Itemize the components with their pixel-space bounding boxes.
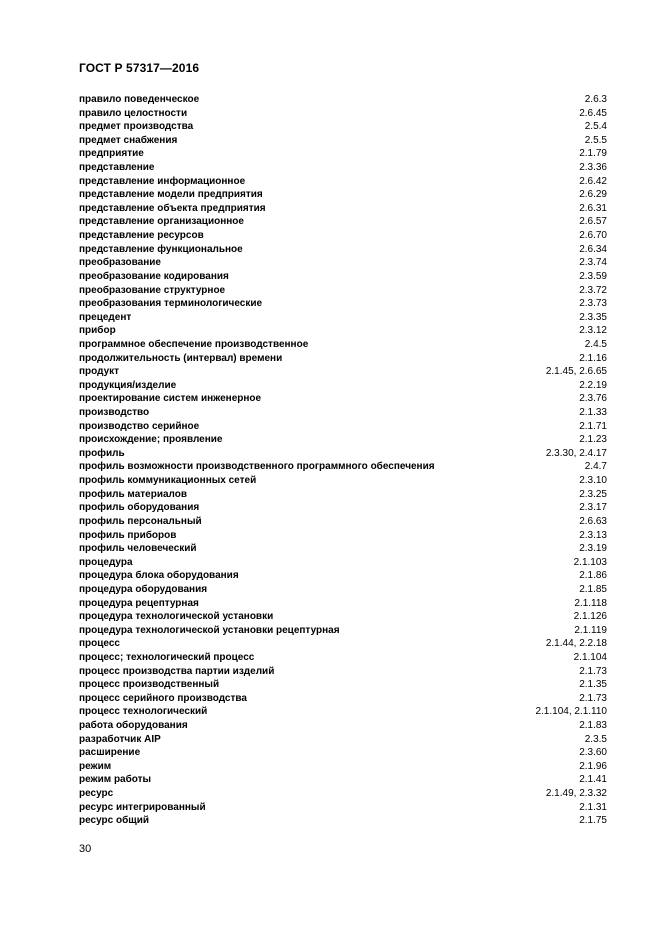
index-entry <box>79 705 607 719</box>
index-term: процесс производственный <box>79 679 220 691</box>
index-term: происхождение; проявление <box>79 434 223 446</box>
index-entry <box>79 311 607 325</box>
index-reference: 2.3.36 <box>579 162 607 174</box>
index-entry <box>79 501 607 515</box>
index-entry <box>79 637 607 651</box>
index-reference: 2.6.29 <box>579 189 607 201</box>
index-entry <box>79 447 607 461</box>
index-entry <box>79 406 607 420</box>
index-reference: 2.1.45, 2.6.65 <box>545 366 607 378</box>
index-term: продолжительность (интервал) времени <box>79 352 283 364</box>
index-term: преобразование структурное <box>79 284 226 296</box>
index-term: процесс <box>79 638 120 650</box>
index-entry <box>79 324 607 338</box>
index-entry <box>79 270 607 284</box>
index-entry <box>79 597 607 611</box>
index-reference: 2.1.71 <box>579 420 607 432</box>
index-entry <box>79 583 607 597</box>
index-reference: 2.2.19 <box>579 379 607 391</box>
index-term: прецедент <box>79 311 132 323</box>
index-term: процедура рецептурная <box>79 597 199 609</box>
index-reference: 2.5.4 <box>584 121 607 133</box>
index-entry <box>79 215 607 229</box>
index-reference: 2.1.104, 2.1.110 <box>535 706 607 718</box>
index-reference: 2.4.7 <box>584 461 607 473</box>
index-term: ресурс интегрированный <box>79 801 206 813</box>
index-term: представление организационное <box>79 216 244 228</box>
index-reference: 2.1.96 <box>579 760 607 772</box>
index-reference: 2.1.118 <box>574 597 607 609</box>
index-term: разработчик AIP <box>79 733 161 745</box>
index-reference: 2.5.5 <box>584 134 607 146</box>
index-reference: 2.1.31 <box>579 801 607 813</box>
index-entry <box>79 719 607 733</box>
index-reference: 2.3.25 <box>579 488 607 500</box>
index-entry <box>79 787 607 801</box>
index-reference: 2.3.59 <box>579 270 607 282</box>
index-entry <box>79 651 607 665</box>
index-term: представление модели предприятия <box>79 189 263 201</box>
index-reference: 2.1.79 <box>579 148 607 160</box>
index-entry <box>79 515 607 529</box>
index-term: профиль <box>79 447 125 459</box>
index-reference: 2.6.42 <box>579 175 607 187</box>
index-entry <box>79 188 607 202</box>
index-entry <box>79 665 607 679</box>
index-entry <box>79 229 607 243</box>
index-entry <box>79 147 607 161</box>
index-entry <box>79 256 607 270</box>
index-entry <box>79 474 607 488</box>
index-entry <box>79 624 607 638</box>
index-term: преобразование кодирования <box>79 270 229 282</box>
index-entry <box>79 556 607 570</box>
index-term: профиль персональный <box>79 515 202 527</box>
index-reference: 2.1.83 <box>579 720 607 732</box>
index-reference: 2.1.16 <box>579 352 607 364</box>
index-reference: 2.3.19 <box>579 543 607 555</box>
index-reference: 2.3.72 <box>579 284 607 296</box>
index-reference: 2.4.5 <box>584 338 607 350</box>
index-entry <box>79 120 607 134</box>
index-term: представление информационное <box>79 175 246 187</box>
index-term: правило целостности <box>79 107 188 119</box>
index-term: преобразования терминологические <box>79 298 263 310</box>
index-reference: 2.6.3 <box>584 94 607 105</box>
index-term: процесс технологический <box>79 706 208 718</box>
index-entry <box>79 678 607 692</box>
index-entry <box>79 243 607 257</box>
index-term: продукция/изделие <box>79 379 177 391</box>
index-reference: 2.3.17 <box>579 502 607 514</box>
index-entry <box>79 379 607 393</box>
index-term: предмет снабжения <box>79 134 178 146</box>
index-term: режим <box>79 760 112 772</box>
index-term: процедура технологической установки <box>79 611 274 623</box>
index-reference: 2.3.76 <box>579 393 607 405</box>
index-entry <box>79 93 607 107</box>
index-entry <box>79 733 607 747</box>
index-term: предприятие <box>79 148 144 160</box>
index-entry <box>79 610 607 624</box>
index-term: процедура оборудования <box>79 583 208 595</box>
index-reference: 2.3.30, 2.4.17 <box>545 447 607 459</box>
index-entry <box>79 175 607 189</box>
index-term: проектирование систем инженерное <box>79 393 262 405</box>
index-reference: 2.1.86 <box>579 570 607 582</box>
index-entry <box>79 365 607 379</box>
index-term: предмет производства <box>79 121 194 133</box>
index-reference: 2.3.35 <box>579 311 607 323</box>
index-reference: 2.3.74 <box>579 257 607 269</box>
index-reference: 2.3.13 <box>579 529 607 541</box>
index-term: профиль человеческий <box>79 543 197 555</box>
index-reference: 2.1.23 <box>579 434 607 446</box>
index-reference: 2.1.73 <box>579 692 607 704</box>
index-term: представление объекта предприятия <box>79 202 266 214</box>
index-term: профиль коммуникационных сетей <box>79 475 257 487</box>
index-entry <box>79 746 607 760</box>
index-reference: 2.1.104 <box>573 651 607 663</box>
index-reference: 2.1.75 <box>579 815 607 827</box>
index-term: расширение <box>79 747 141 759</box>
index-term: преобразование <box>79 257 161 269</box>
index-entry <box>79 488 607 502</box>
index-reference: 2.3.12 <box>579 325 607 337</box>
index-term: процесс серийного производства <box>79 692 247 704</box>
index-term: режим работы <box>79 774 152 786</box>
index-reference: 2.1.33 <box>579 407 607 419</box>
index-entry <box>79 352 607 366</box>
index-term: процедура <box>79 556 133 568</box>
index-entry <box>79 338 607 352</box>
index-entry <box>79 107 607 121</box>
index-term: прибор <box>79 325 116 337</box>
index-reference: 2.3.73 <box>579 298 607 310</box>
page-number: 30 <box>79 843 92 855</box>
index-term: процедура блока оборудования <box>79 570 239 582</box>
index-reference: 2.3.60 <box>579 747 607 759</box>
index-term: ресурс <box>79 788 114 800</box>
index-term: программное обеспечение производственное <box>79 338 309 350</box>
index-entry <box>79 569 607 583</box>
index-term: представление ресурсов <box>79 230 204 242</box>
index-term: процедура технологической установки рецептурная <box>79 624 340 636</box>
index-reference: 2.1.41 <box>579 774 607 786</box>
index-entry <box>79 161 607 175</box>
index-reference: 2.6.45 <box>579 107 607 119</box>
index-reference: 2.1.73 <box>579 665 607 677</box>
index-entry <box>79 542 607 556</box>
index-entry <box>79 392 607 406</box>
index-entry <box>79 760 607 774</box>
index-term: ресурс общий <box>79 815 149 827</box>
index-entry <box>79 284 607 298</box>
index-reference: 2.1.49, 2.3.32 <box>545 788 607 800</box>
index-reference: 2.1.126 <box>573 611 607 623</box>
document-header: ГОСТ Р 57317—2016 <box>79 61 200 75</box>
index-reference: 2.1.35 <box>579 679 607 691</box>
index-entry <box>79 134 607 148</box>
index-reference: 2.3.10 <box>579 475 607 487</box>
index-term: профиль оборудования <box>79 502 200 514</box>
index-reference: 2.1.103 <box>573 556 607 568</box>
index-term: процесс; технологический процесс <box>79 651 255 663</box>
index-term: профиль материалов <box>79 488 188 500</box>
index-reference: 2.1.119 <box>574 624 607 636</box>
index-entry <box>79 297 607 311</box>
index-reference: 2.6.63 <box>579 515 607 527</box>
index-term: представление <box>79 162 155 174</box>
term-index-list <box>79 93 607 828</box>
index-term: работа оборудования <box>79 720 188 732</box>
index-reference: 2.3.5 <box>584 733 607 745</box>
index-term: профиль возможности производственного программного обеспечения <box>79 461 435 473</box>
index-entry <box>79 529 607 543</box>
index-entry <box>79 202 607 216</box>
index-reference: 2.6.57 <box>579 216 607 228</box>
index-term: продукт <box>79 366 120 378</box>
index-reference: 2.1.85 <box>579 583 607 595</box>
index-reference: 2.1.44, 2.2.18 <box>545 638 607 650</box>
index-entry <box>79 460 607 474</box>
index-reference: 2.6.31 <box>579 202 607 214</box>
index-entry <box>79 692 607 706</box>
index-entry <box>79 801 607 815</box>
index-term: процесс производства партии изделий <box>79 665 275 677</box>
index-entry <box>79 420 607 434</box>
index-entry <box>79 814 607 828</box>
index-entry <box>79 773 607 787</box>
index-term: представление функциональное <box>79 243 243 255</box>
index-term: производство серийное <box>79 420 200 432</box>
index-entry <box>79 433 607 447</box>
index-reference: 2.6.70 <box>579 230 607 242</box>
index-term: профиль приборов <box>79 529 177 541</box>
index-term: производство <box>79 407 150 419</box>
index-term: правило поведенческое <box>79 94 200 105</box>
index-reference: 2.6.34 <box>579 243 607 255</box>
